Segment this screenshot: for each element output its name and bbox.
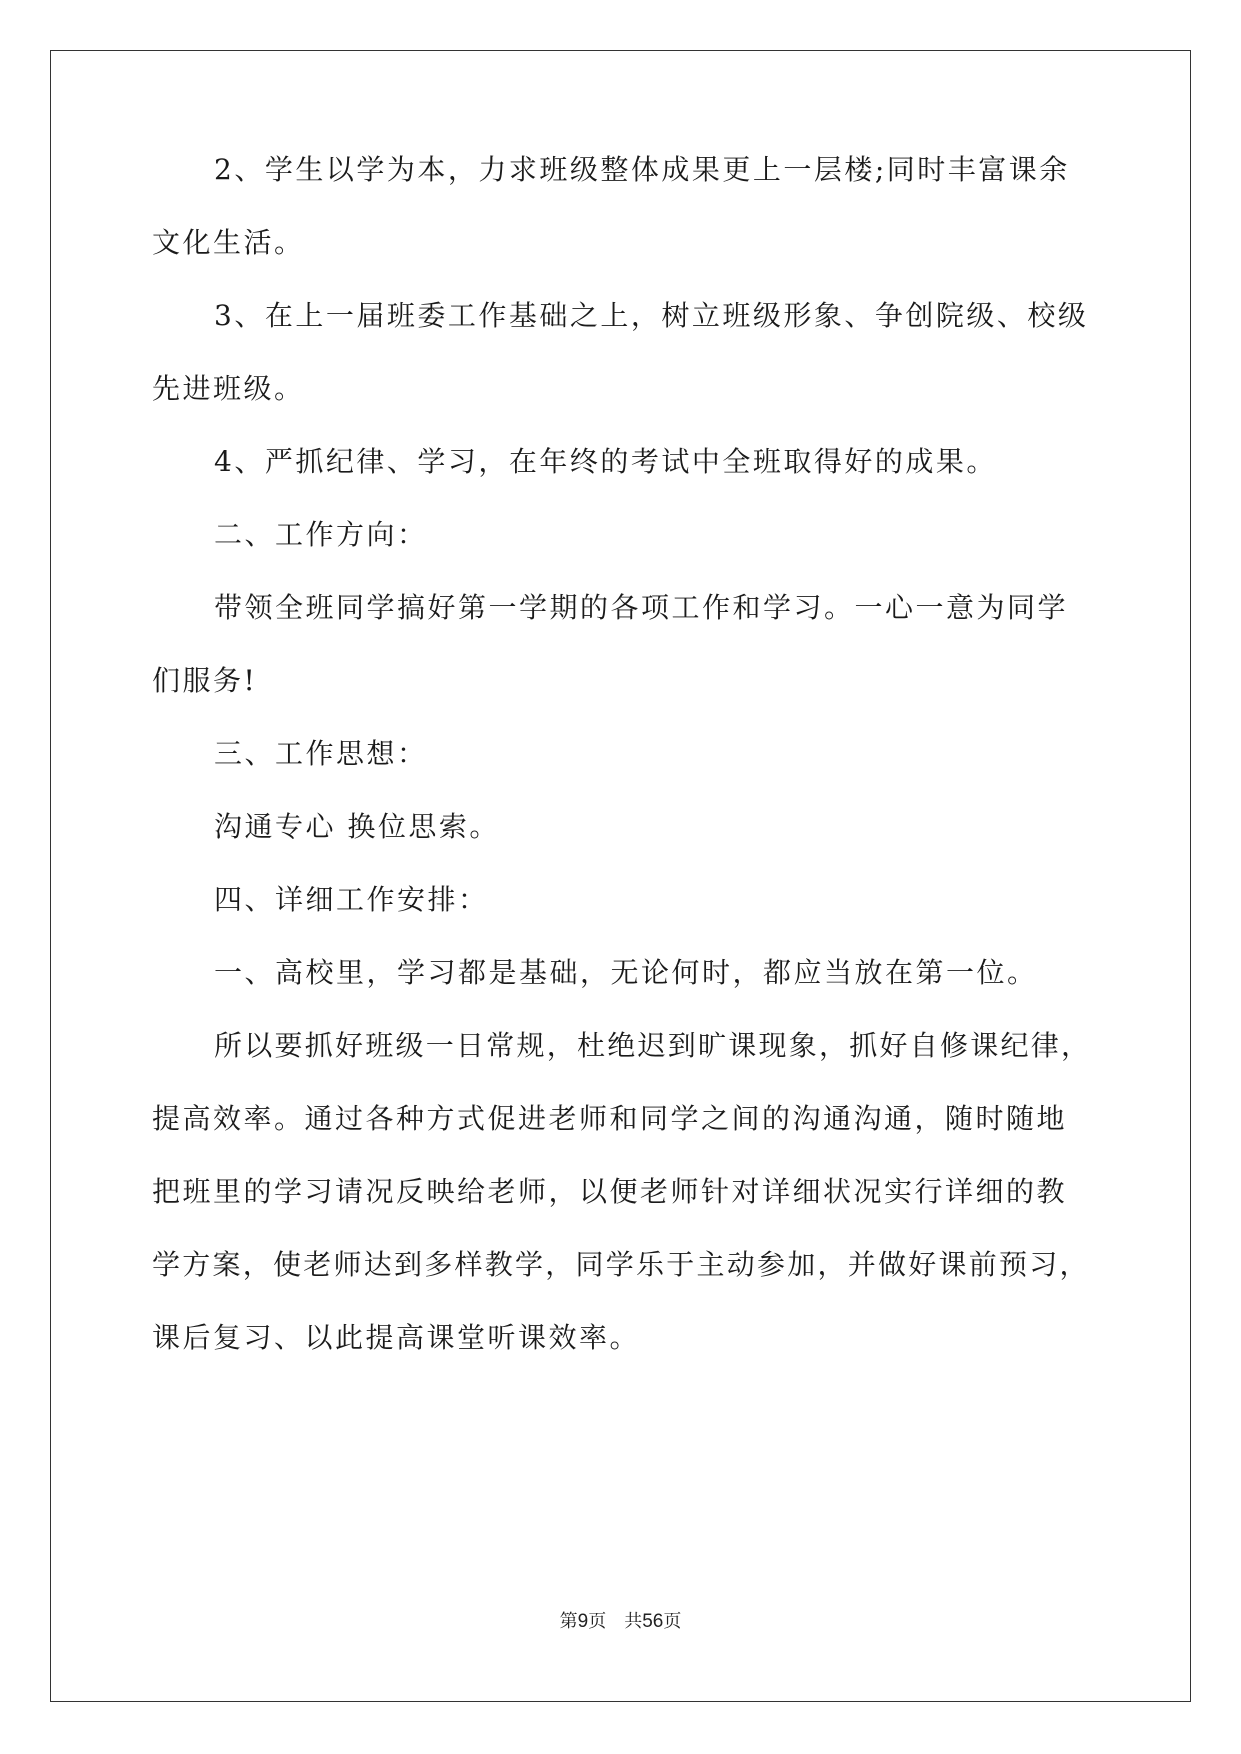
paragraph-line: 带领全班同学搞好第一学期的各项工作和学习。一心一意为同学: [214, 591, 1069, 624]
current-page-number: 9: [577, 1611, 589, 1632]
paragraph-line: 4、严抓纪律、学习，在年终的考试中全班取得好的成果。: [214, 445, 997, 478]
paragraph-line: 3、在上一届班委工作基础之上，树立班级形象、争创院级、校级: [214, 299, 1089, 332]
paragraph-line: 把班里的学习请况反映给老师，以便老师针对详细状况实行详细的教: [152, 1175, 1068, 1208]
paragraph-line: 先进班级。: [152, 372, 305, 405]
section-heading: 四、详细工作安排：: [214, 883, 489, 916]
total-page-count: 56: [642, 1611, 664, 1632]
paragraph-line: 所以要抓好班级一日常规，杜绝迟到旷课现象，抓好自修课纪律，: [214, 1029, 1092, 1062]
paragraph-line: 一、高校里，学习都是基础，无论何时，都应当放在第一位。: [214, 956, 1038, 989]
page-footer: [0, 1610, 1241, 1634]
paragraph-line: 学方案，使老师达到多样教学，同学乐于主动参加，并做好课前预习，: [152, 1248, 1090, 1281]
footer-prefix: 第: [559, 1611, 578, 1632]
paragraph-line: 们服务!: [152, 664, 258, 697]
paragraph-line: 课后复习、以此提高课堂听课效率。: [152, 1321, 641, 1354]
footer-total-unit: 页: [663, 1611, 682, 1632]
paragraph-line: 2、学生以学为本，力求班级整体成果更上一层楼;同时丰富课余: [214, 153, 1070, 186]
footer-page-unit: 页: [588, 1611, 607, 1632]
paragraph-line: 文化生活。: [152, 226, 305, 259]
paragraph-line: 沟通专心 换位思索。: [214, 810, 500, 843]
section-heading: 二、工作方向：: [214, 518, 428, 551]
section-heading: 三、工作思想：: [214, 737, 428, 770]
footer-total-prefix: 共: [624, 1611, 643, 1632]
paragraph-line: 提高效率。通过各种方式促进老师和同学之间的沟通沟通，随时随地: [152, 1102, 1068, 1135]
